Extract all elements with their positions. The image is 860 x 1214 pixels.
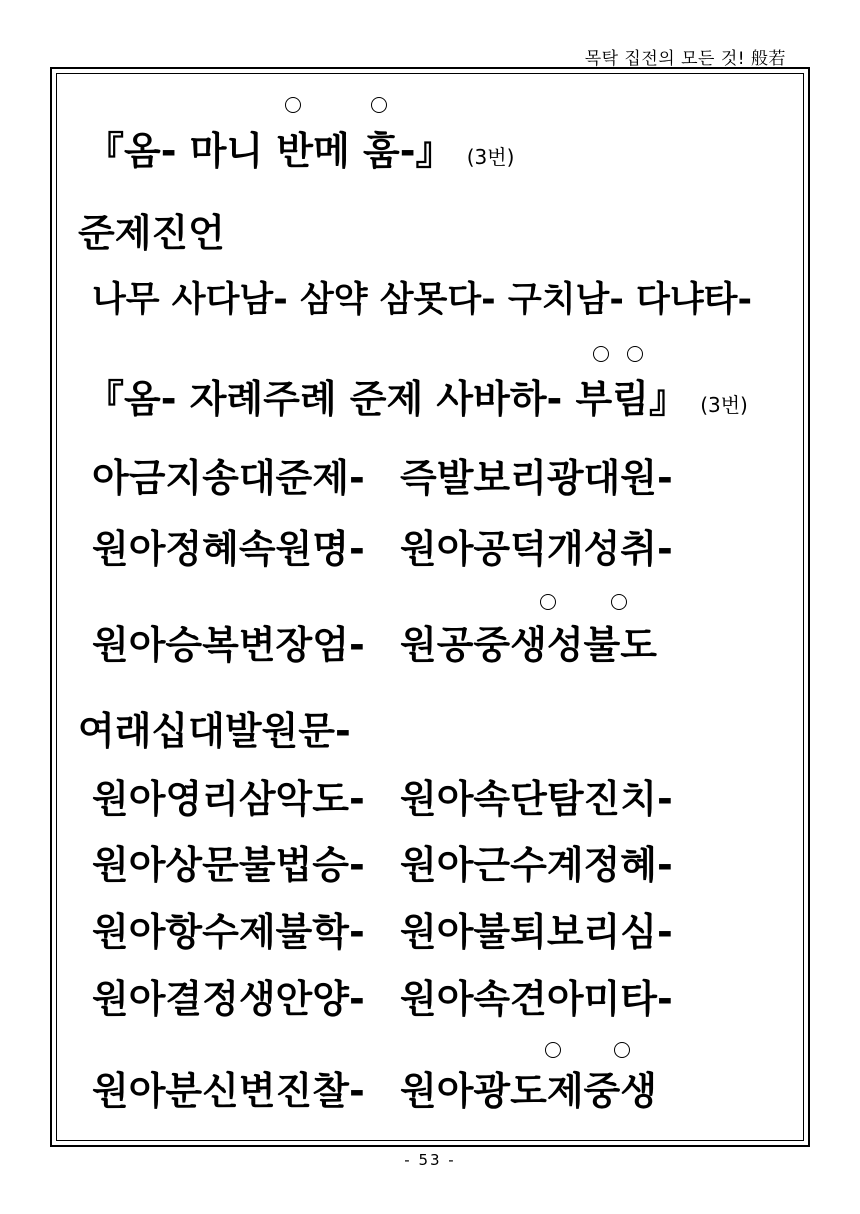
emphasis-circle-mark (371, 97, 387, 113)
page-number: - 53 - (404, 1151, 456, 1169)
mantra-line-3: 나무 사다남- 삼약 삼못다- 구치남- 다냐타- (92, 280, 752, 320)
section-title-vows: 여래십대발원문- (78, 709, 351, 753)
emphasis-circle-mark (285, 97, 301, 113)
verse-line-b: 원아속단탐진치- (400, 777, 673, 821)
mantra-line-4 (86, 377, 748, 421)
emphasis-circle-mark (593, 346, 609, 362)
emphasis-circle-mark (545, 1042, 561, 1058)
emphasis-circle-mark (627, 346, 643, 362)
verse-line-b: 원공중생성불도 (400, 623, 657, 667)
verse-line-a: 원아영리삼악도- (92, 777, 365, 821)
mantra-text: 『옴- 마니 반메 훔-』 (86, 129, 454, 173)
verse-line-b: 원아공덕개성취- (400, 527, 673, 571)
verse-line-a: 아금지송대준제- (92, 456, 365, 500)
emphasis-circle-mark (540, 594, 556, 610)
repeat-count: (3번) (466, 145, 515, 169)
emphasis-circle-mark (611, 594, 627, 610)
verse-line-b: 즉발보리광대원- (400, 456, 673, 500)
verse-line-a: 원아정혜속원명- (92, 527, 365, 571)
verse-line-a: 원아승복변장엄- (92, 623, 365, 667)
mantra-text: 『옴- 자례주례 준제 사바하- 부림』 (86, 377, 687, 421)
mantra-line-1 (86, 129, 515, 173)
verse-line-a: 원아항수제불학- (92, 910, 365, 954)
emphasis-circle-mark (614, 1042, 630, 1058)
repeat-count: (3번) (700, 393, 748, 417)
verse-line-b: 원아근수계정혜- (400, 843, 673, 887)
verse-line-b: 원아속견아미타- (400, 977, 673, 1021)
verse-line-a: 원아분신변진찰- (92, 1069, 365, 1113)
section-title-junje: 준제진언 (78, 211, 225, 255)
verse-line-a: 원아결정생안양- (92, 977, 365, 1021)
running-header: 목탁 집전의 모든 것! 般若 (584, 49, 786, 69)
verse-line-a: 원아상문불법승- (92, 843, 365, 887)
verse-line-b: 원아광도제중생 (400, 1069, 657, 1113)
verse-line-b: 원아불퇴보리심- (400, 910, 673, 954)
